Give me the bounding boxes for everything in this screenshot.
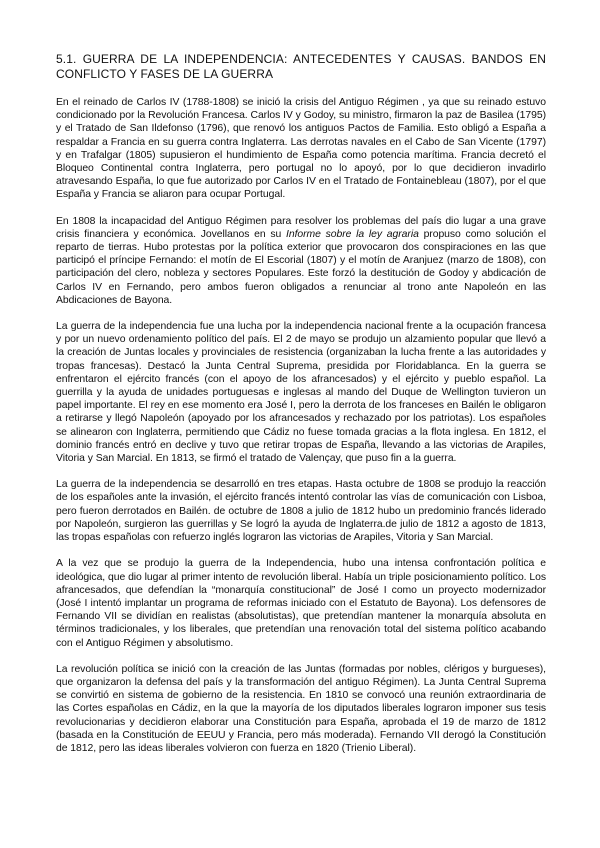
- paragraph-confrontacion-politica: A la vez que se produjo la guerra de la Independencia, hubo una intensa confrontación política e ideológica, que dio lugar al primer intento de revolución liberal. Había un triple posicionamiento político. Los afrancesados, que defendían la “monarquía constitucional” de José I como un proyecto modernizador (José I intentó implantar un programa de reformas iniciado con el Estatuto de Bayona). Los defensores de Fernando VII se dividían en realistas (absolutistas), que pretendían mantener la monarquía absoluta en términos tradicionales, y los liberales, que pretendían una renovación total del sistema político acabando con el Antiguo Régimen y absolutismo.: [56, 558, 546, 649]
- paragraph-guerra-independencia: La guerra de la independencia fue una lucha por la independencia nacional frente a la ocupación francesa y por un nuevo ordenamiento político del país. El 2 de mayo se produjo un alzamiento popular que llevó a la creación de Juntas locales y provinciales de resistencia (organizaban la lucha frente a las autoridades y tropas francesas). Destacó la Junta Central Suprema, presidida por Floridablanca. En la guerra se enfrentaron el ejército francés (con el apoyo de los afrancesados) y el ejército y pueblo español. La guerrilla y la ayuda de unidades portuguesas e inglesas al mando del Duque de Wellington tuvieron un papel importante. El rey en ese momento era José I, pero la derrota de los franceses en Bailén le obligaron a retirarse y llegó Napoleón (apoyado por los afrancesados y rechazado por los patriotas). Los españoles se alinearon con Inglaterra, permitiendo que Cádiz no fuese tomada gracias a la flota inglesa. En 1812, el dominio francés entró en declive y tuvo que retirar tropas de España, llevando a las victorias de Arapiles, Vitoria y San Marcial. En 1813, se firmó el tratado de Valençay, que puso fin a la guerra.: [56, 321, 546, 465]
- paragraph-crisis-1808-start: En 1808 la incapacidad del Antiguo Régimen para resolver los problemas del país dio lugar a una grave crisis financiera y económica. Jovellanos en su: [56, 215, 546, 240]
- informe-ley-agraria-title: Informe sobre la ley agraria: [286, 228, 419, 240]
- document-page: [56, 52, 546, 768]
- paragraph-crisis-1808: [56, 215, 546, 307]
- paragraph-revolucion-politica: La revolución política se inició con la creación de las Juntas (formadas por nobles, clérigos y burgueses), que organizaron la defensa del país y la transformación del antiguo Régimen). La Junta Central Suprema se convirtió en sistema de gobierno de la resistencia. En 1810 se convocó una reunión extraordinaria de las Cortes españolas en Cádiz, en la que la mayoría de los diputados liberales lograron imponer sus tesis revolucionarias y decidieron elaborar una Constitución para España, aprobada el 19 de marzo de 1812 (basada en la Constitución de EEUU y Francia, pero más moderada). Fernando VII derogó la Constitución de 1812, pero las ideas liberales volvieron con fuerza en 1820 (Trienio Liberal).: [56, 663, 546, 754]
- document-title: 5.1. GUERRA DE LA INDEPENDENCIA: ANTECEDENTES Y CAUSAS. BANDOS EN CONFLICTO Y FASES DE LA GUERRA: [56, 52, 546, 81]
- paragraph-etapas: La guerra de la independencia se desarrolló en tres etapas. Hasta octubre de 1808 se produjo la reacción de los españoles ante la invasión, el ejército francés intentó controlar las vías de comunicación con Lisboa, pero fueron derrotados en Bailén. de octubre de 1808 a julio de 1812 hubo un predominio francés liderado por Napoleón, surgieron las guerrillas y Se logró la ayuda de Inglaterra.de julio de 1812 a agosto de 1813, las tropas españolas con refuerzo inglés lograron las victorias de Arapiles, Vitoria y San Marcial.: [56, 479, 546, 544]
- paragraph-crisis-1808-end: propuso como solución el reparto de tierras. Hubo protestas por la política exterior que provocaron dos conspiraciones en las que participó el príncipe Fernando: el motín de El Escorial (1807) y el motín de Aranjuez (marzo de 1808), con participación del clero, nobleza y sectores Populares. Este forzó la destitución de Godoy y abdicación de Carlos IV en Fernando, pero ambos fueron obligados a renunciar al trono ante Napoleón en las Abdicaciones de Bayona.: [56, 228, 546, 306]
- paragraph-carlos-iv: En el reinado de Carlos IV (1788-1808) se inició la crisis del Antiguo Régimen , ya que su reinado estuvo condicionado por la Revolución Francesa. Carlos IV y Godoy, su ministro, firmaron la paz de Basilea (1795) y el Tratado de San Ildefonso (1796), que renovó los antiguos Pactos de Familia. Esto obligó a España a respaldar a Francia en su guerra contra Inglaterra. Las derrotas navales en el Cabo de San Vicente (1797) y en Trafalgar (1805) supusieron el hundimiento de España como potencia marítima. Francia decretó el Bloqueo Continental contra Inglaterra, pero portugal no lo apoyó, por lo que decidieron invadirlo atravesando España, lo que fue autorizado por Carlos IV en el Tratado de Fontainebleau (1807), por el que España y Francia se aliaron para ocupar Portugal.: [56, 97, 546, 201]
